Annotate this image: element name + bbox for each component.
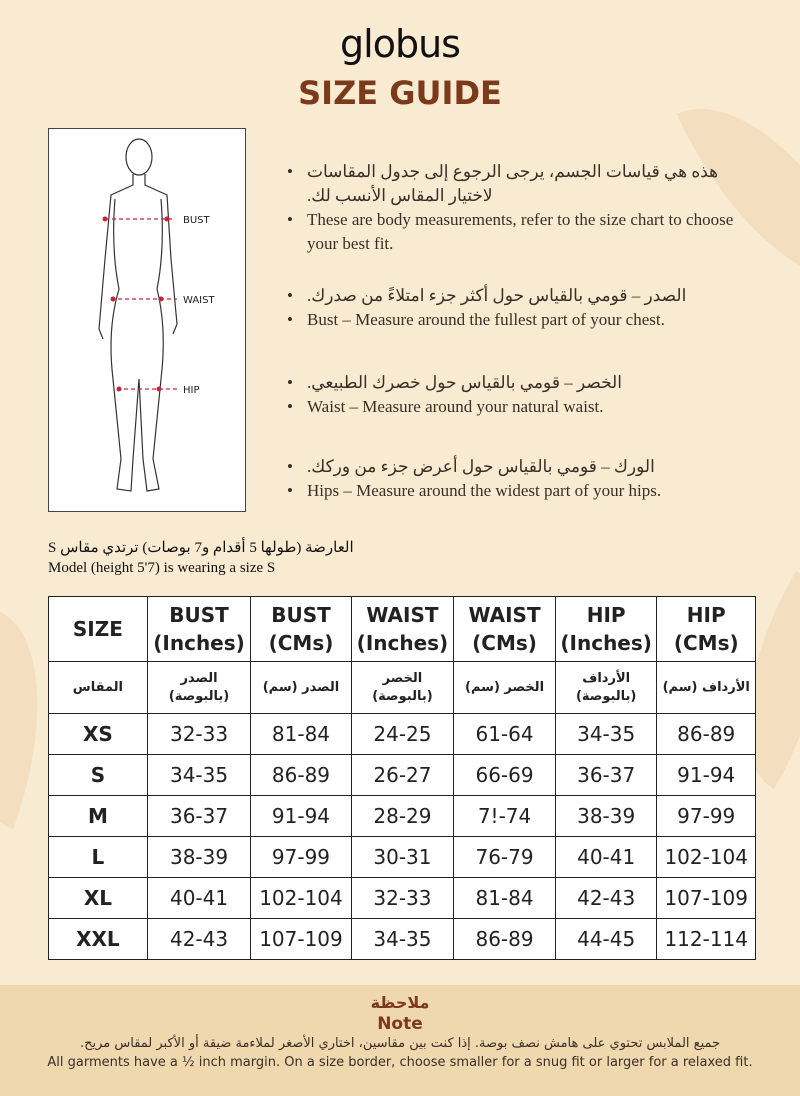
column-header: [49, 597, 148, 662]
measurement-cell: 36-37: [555, 755, 657, 796]
model-info: [48, 538, 354, 578]
note-text-ar: جميع الملابس تحتوي على هامش نصف بوصة. إذا كنت بين مقاسين، اختاري الأصغر لملاءمة ضيقة أو الأكبر لمقاس مريح.: [79, 1036, 721, 1051]
bullet-en: • Bust – Measure around the fullest part of your chest.: [285, 308, 755, 332]
bust-label: BUST: [183, 215, 210, 226]
table-row: [49, 714, 756, 755]
size-cell: XS: [49, 714, 148, 755]
measurement-cell: 40-41: [147, 878, 250, 919]
column-header-ar: [251, 662, 351, 714]
note-section: [0, 985, 800, 1096]
measurement-cell: 91-94: [251, 796, 351, 837]
column-header: [454, 597, 556, 662]
bullet-group-waist: [285, 371, 755, 419]
column-header-ar: [351, 662, 454, 714]
header-row-ar: [49, 662, 756, 714]
note-text: All garments have a ½ inch margin. On a size border, choose smaller for a snug fit or larger for a relaxed fit.: [47, 1055, 753, 1070]
bullet-en: • These are body measurements, refer to the size chart to choose your best fit.: [285, 208, 755, 256]
column-header: [251, 597, 351, 662]
waist-label: WAIST: [183, 295, 215, 306]
header-text: (Inches): [560, 631, 652, 655]
header-text: (CMs): [268, 631, 334, 655]
header-text: SIZE: [72, 617, 123, 641]
measurement-cell: 112-114: [657, 919, 756, 960]
column-header: [555, 597, 657, 662]
measurement-cell: 28-29: [351, 796, 454, 837]
measurement-cell: 34-35: [147, 755, 250, 796]
header-text-ar: (بالبوصة): [372, 688, 433, 704]
measurement-cell: 66-69: [454, 755, 556, 796]
header-text: (CMs): [673, 631, 739, 655]
brand-logo: globus: [340, 22, 460, 66]
bullet-ar: • الخصر – قومي بالقياس حول خصرك الطبيعي.: [285, 371, 755, 395]
header-text-ar: (بالبوصة): [168, 688, 230, 704]
bullet-group-hips: [285, 455, 755, 503]
column-header: [147, 597, 250, 662]
table-row: [49, 755, 756, 796]
size-cell: XXL: [49, 919, 148, 960]
measurement-cell: 86-89: [251, 755, 351, 796]
body-figure-illustration: [48, 128, 246, 512]
measurement-cell: 40-41: [555, 837, 657, 878]
column-header-ar: [49, 662, 148, 714]
header-text: (Inches): [356, 631, 449, 655]
measurement-cell: 26-27: [351, 755, 454, 796]
header-text: (Inches): [153, 631, 245, 655]
header-text: WAIST: [366, 603, 439, 627]
header-text-ar: الأرداف (سم): [662, 679, 750, 695]
measurement-cell: 61-64: [454, 714, 556, 755]
column-header-ar: [657, 662, 756, 714]
measurement-cell: 38-39: [555, 796, 657, 837]
measurement-cell: 102-104: [251, 878, 351, 919]
measurement-cell: 81-84: [251, 714, 351, 755]
header-text-ar: (بالبوصة): [575, 688, 637, 704]
measurement-cell: 24-25: [351, 714, 454, 755]
measurement-cell: 38-39: [147, 837, 250, 878]
measurement-cell: 86-89: [657, 714, 756, 755]
column-header-ar: [147, 662, 250, 714]
header-text-ar: المقاس: [72, 679, 124, 695]
header-text: (CMs): [472, 631, 537, 655]
measurement-cell: 86-89: [454, 919, 556, 960]
table-row: [49, 878, 756, 919]
table-row: [49, 796, 756, 837]
header-text: WAIST: [468, 603, 541, 627]
model-info-en: Model (height 5'7) is wearing a size S: [48, 560, 276, 576]
measurement-cell: 42-43: [147, 919, 250, 960]
column-header-ar: [555, 662, 657, 714]
measurement-cell: 91-94: [657, 755, 756, 796]
measurement-cell: 32-33: [351, 878, 454, 919]
bullet-group-bust: [285, 284, 755, 332]
header-text: BUST: [271, 603, 331, 627]
size-cell: XL: [49, 878, 148, 919]
measurement-cell: 32-33: [147, 714, 250, 755]
size-cell: M: [49, 796, 148, 837]
header-text-ar: الصدر (سم): [262, 679, 340, 695]
measurement-cell: 81-84: [454, 878, 556, 919]
column-header: [657, 597, 756, 662]
hip-label: HIP: [183, 385, 200, 396]
measurement-cell: 36-37: [147, 796, 250, 837]
model-info-ar: العارضة (طولها 5 أقدام و7 بوصات) ترتدي مقاس S: [48, 540, 354, 556]
measurement-cell: 34-35: [351, 919, 454, 960]
column-header-ar: [454, 662, 556, 714]
column-header: [351, 597, 454, 662]
note-title-ar: ملاحظة: [370, 993, 430, 1012]
bullet-en: • Waist – Measure around your natural waist.: [285, 395, 755, 419]
measurement-cell: 107-109: [657, 878, 756, 919]
measurement-cell: 102-104: [657, 837, 756, 878]
header-text: BUST: [169, 603, 229, 627]
header-text-ar: الأرداف: [582, 670, 631, 686]
bullet-ar: • الصدر – قومي بالقياس حول أكثر جزء امتلاءً من صدرك.: [285, 284, 755, 308]
note-title: Note: [377, 1014, 423, 1034]
bullet-group-general: [285, 160, 755, 256]
table-row: [49, 919, 756, 960]
size-cell: L: [49, 837, 148, 878]
table-row: [49, 837, 756, 878]
header-row: [49, 597, 756, 662]
measurement-cell: 97-99: [251, 837, 351, 878]
page-title: SIZE GUIDE: [298, 74, 502, 112]
measurement-cell: 97-99: [657, 796, 756, 837]
measurement-cell: 107-109: [251, 919, 351, 960]
measurement-cell: 7!-74: [454, 796, 556, 837]
header-text: HIP: [686, 603, 726, 627]
header-text-ar: الخصر (سم): [465, 679, 545, 695]
size-table: [48, 596, 756, 960]
measurement-cell: 42-43: [555, 878, 657, 919]
measurement-cell: 30-31: [351, 837, 454, 878]
bullet-ar: • هذه هي قياسات الجسم، يرجى الرجوع إلى جدول المقاسات لاختيار المقاس الأنسب لك.: [285, 160, 755, 208]
header-text-ar: الصدر: [180, 670, 218, 686]
measurement-cell: 44-45: [555, 919, 657, 960]
bullet-en: • Hips – Measure around the widest part of your hips.: [285, 479, 755, 503]
bullet-ar: • الورك – قومي بالقياس حول أعرض جزء من وركك.: [285, 455, 755, 479]
header-text-ar: الخصر: [382, 670, 423, 686]
size-cell: S: [49, 755, 148, 796]
header-text: HIP: [586, 603, 626, 627]
measurement-cell: 76-79: [454, 837, 556, 878]
measurement-cell: 34-35: [555, 714, 657, 755]
